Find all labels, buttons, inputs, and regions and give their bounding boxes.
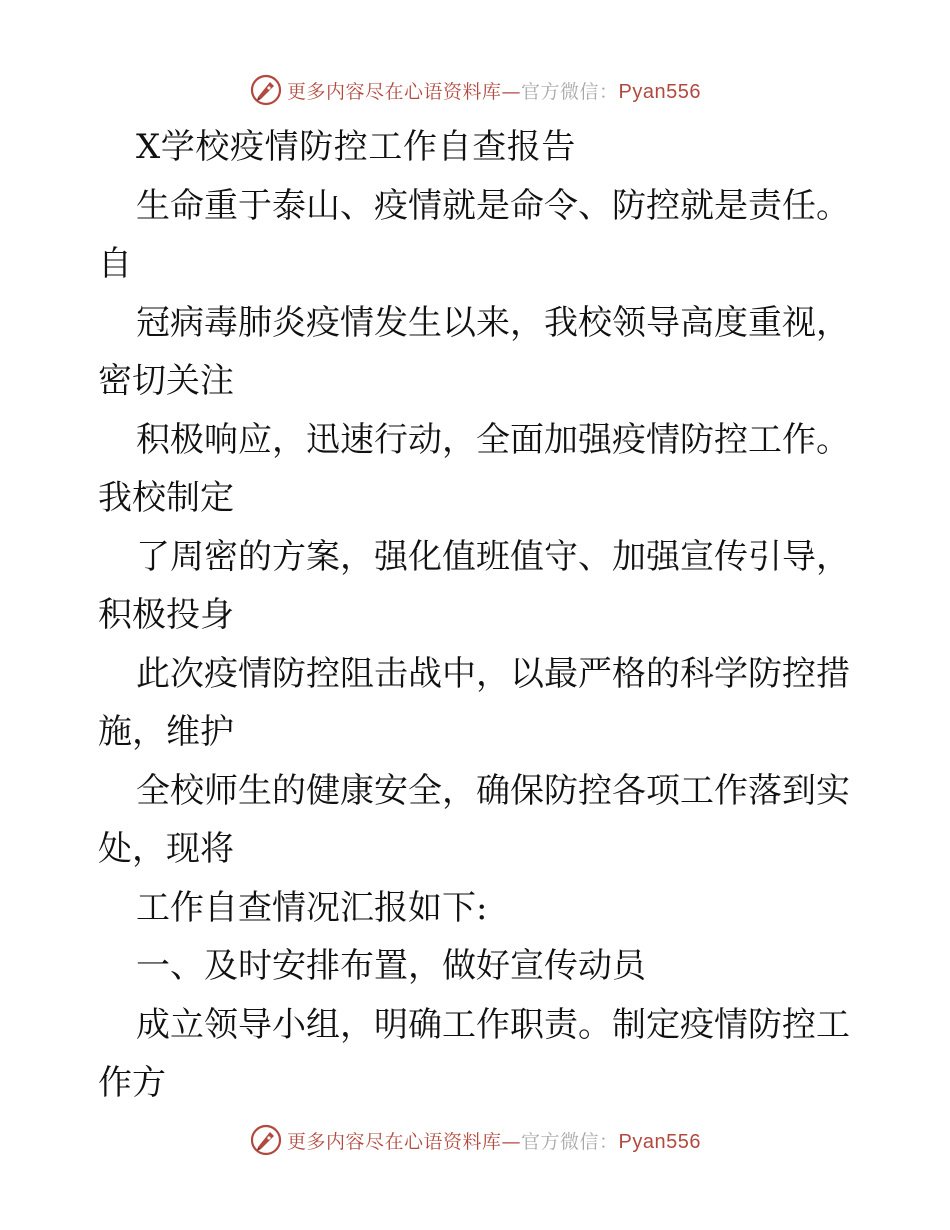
section-heading: 一、及时安排布置，做好宣传动员 xyxy=(136,946,646,986)
paragraph-line: 密切关注 xyxy=(98,361,234,401)
document-body xyxy=(98,118,858,1113)
paragraph-line: 处，现将 xyxy=(98,829,234,869)
paragraph-line: 施，维护 xyxy=(98,712,234,752)
paragraph-line: 冠病毒肺炎疫情发生以来，我校领导高度重视， xyxy=(136,302,850,343)
paragraph-line: 成立领导小组，明确工作职责。制定疫情防控工 xyxy=(136,1004,850,1045)
header-watermark xyxy=(0,68,950,112)
footer-watermark xyxy=(0,1118,950,1162)
paragraph-line: 积极响应，迅速行动，全面加强疫情防控工作。 xyxy=(136,419,850,460)
paragraph-line: 全校师生的健康安全，确保防控各项工作落到实 xyxy=(136,770,850,811)
paragraph-line: 积极投身 xyxy=(98,595,234,635)
paragraph-line: 工作自查情况汇报如下: xyxy=(136,887,488,928)
pen-nib-logo-icon xyxy=(249,73,283,107)
paragraph-line: 此次疫情防控阻击战中，以最严格的科学防控措 xyxy=(136,653,850,694)
paragraph-line: 自 xyxy=(98,244,132,284)
paragraph-line: 我校制定 xyxy=(98,478,234,518)
paragraph-line: 作方 xyxy=(98,1063,166,1103)
paragraph-line: 生命重于泰山、疫情就是命令、防控就是责任。 xyxy=(136,185,850,226)
watermark-text: 更多内容尽在心语资料库—官方微信：Pyan556 xyxy=(287,80,701,103)
pen-nib-logo-icon xyxy=(249,1123,283,1157)
watermark-text: 更多内容尽在心语资料库—官方微信：Pyan556 xyxy=(287,1130,701,1153)
paragraph-line: 了周密的方案，强化值班值守、加强宣传引导， xyxy=(136,536,850,577)
document-title: X学校疫情防控工作自查报告 xyxy=(136,127,577,167)
